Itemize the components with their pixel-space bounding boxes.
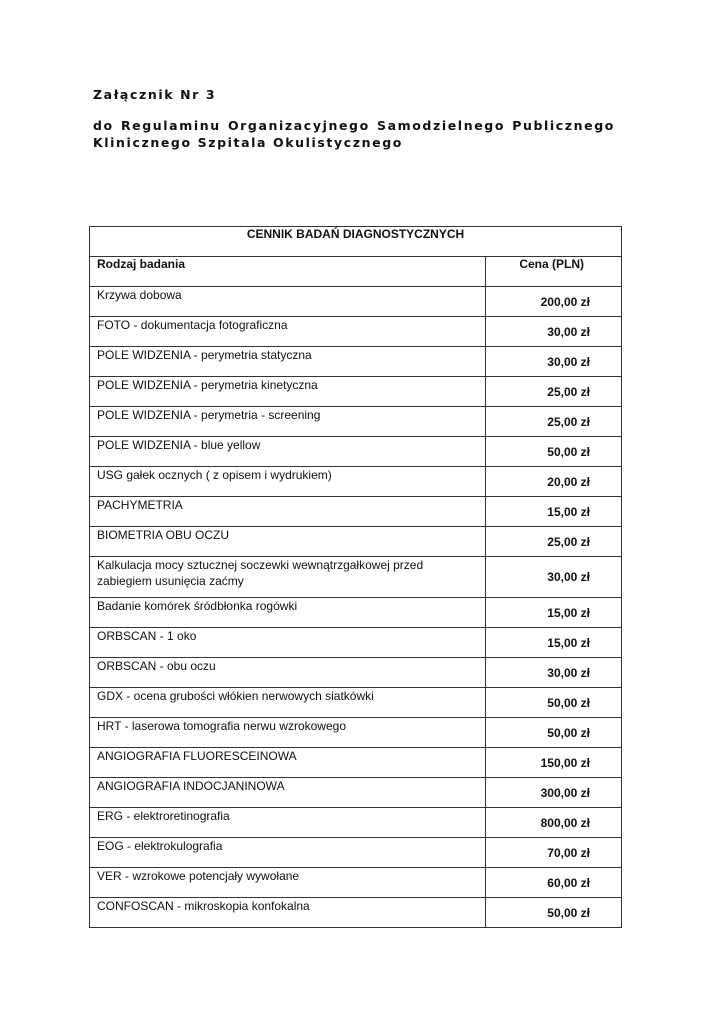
exam-name: CONFOSCAN - mikroskopia konfokalna	[90, 898, 486, 928]
exam-name: POLE WIDZENIA - blue yellow	[90, 437, 486, 467]
column-header-name: Rodzaj badania	[90, 257, 486, 287]
exam-price: 30,00 zł	[486, 658, 622, 688]
table-row	[90, 868, 622, 898]
exam-name: ORBSCAN - 1 oko	[90, 628, 486, 658]
exam-price: 30,00 zł	[486, 557, 622, 598]
table-row	[90, 527, 622, 557]
table-row	[90, 317, 622, 347]
table-row	[90, 658, 622, 688]
table-row	[90, 557, 622, 598]
table-row	[90, 467, 622, 497]
table-body	[90, 287, 622, 928]
table-row	[90, 497, 622, 527]
table-row	[90, 377, 622, 407]
table-row	[90, 287, 622, 317]
exam-price: 50,00 zł	[486, 688, 622, 718]
exam-price: 25,00 zł	[486, 407, 622, 437]
exam-price: 30,00 zł	[486, 317, 622, 347]
exam-price: 50,00 zł	[486, 437, 622, 467]
exam-name: VER - wzrokowe potencjały wywołane	[90, 868, 486, 898]
exam-price: 70,00 zł	[486, 838, 622, 868]
exam-name: POLE WIDZENIA - perymetria statyczna	[90, 347, 486, 377]
exam-name: FOTO - dokumentacja fotograficzna	[90, 317, 486, 347]
exam-price: 20,00 zł	[486, 467, 622, 497]
exam-name: POLE WIDZENIA - perymetria - screening	[90, 407, 486, 437]
column-header-price: Cena (PLN)	[486, 257, 622, 287]
exam-name: BIOMETRIA OBU OCZU	[90, 527, 486, 557]
exam-name: USG gałek ocznych ( z opisem i wydrukiem)	[90, 467, 486, 497]
table-row	[90, 808, 622, 838]
exam-name: PACHYMETRIA	[90, 497, 486, 527]
exam-price: 60,00 zł	[486, 868, 622, 898]
table-row	[90, 688, 622, 718]
table-row	[90, 598, 622, 628]
table-row	[90, 898, 622, 928]
table-title: CENNIK BADAŃ DIAGNOSTYCZNYCH	[90, 227, 622, 257]
annex-title: Załącznik Nr 3	[93, 87, 217, 102]
exam-price: 15,00 zł	[486, 497, 622, 527]
exam-name: GDX - ocena grubości włókien nerwowych siatkówki	[90, 688, 486, 718]
exam-name: ANGIOGRAFIA INDOCJANINOWA	[90, 778, 486, 808]
exam-price: 30,00 zł	[486, 347, 622, 377]
exam-name: ORBSCAN - obu oczu	[90, 658, 486, 688]
exam-name: POLE WIDZENIA - perymetria kinetyczna	[90, 377, 486, 407]
exam-name: EOG - elektrokulografia	[90, 838, 486, 868]
exam-price: 800,00 zł	[486, 808, 622, 838]
price-list-table	[89, 226, 622, 928]
regulation-title: do Regulaminu Organizacyjnego Samodzielnego Publicznego Klinicznego Szpitala Okulistycznego	[93, 118, 615, 150]
table-row	[90, 628, 622, 658]
exam-name: Kalkulacja mocy sztucznej soczewki wewnątrzgałkowej przed zabiegiem usunięcia zaćmy	[90, 557, 486, 598]
exam-price: 150,00 zł	[486, 748, 622, 778]
table-row	[90, 838, 622, 868]
exam-name: Krzywa dobowa	[90, 287, 486, 317]
exam-name: Badanie komórek śródbłonka rogówki	[90, 598, 486, 628]
table-row	[90, 748, 622, 778]
exam-price: 15,00 zł	[486, 628, 622, 658]
exam-price: 25,00 zł	[486, 377, 622, 407]
table-row	[90, 718, 622, 748]
exam-name: ANGIOGRAFIA FLUORESCEINOWA	[90, 748, 486, 778]
exam-price: 15,00 zł	[486, 598, 622, 628]
exam-name: ERG - elektroretinografia	[90, 808, 486, 838]
exam-price: 50,00 zł	[486, 718, 622, 748]
table-row	[90, 347, 622, 377]
exam-price: 200,00 zł	[486, 287, 622, 317]
table-title-row	[90, 227, 622, 257]
exam-price: 25,00 zł	[486, 527, 622, 557]
exam-name: HRT - laserowa tomografia nerwu wzrokowego	[90, 718, 486, 748]
exam-price: 50,00 zł	[486, 898, 622, 928]
table-row	[90, 407, 622, 437]
table-row	[90, 778, 622, 808]
table-header-row	[90, 257, 622, 287]
table-row	[90, 437, 622, 467]
exam-price: 300,00 zł	[486, 778, 622, 808]
